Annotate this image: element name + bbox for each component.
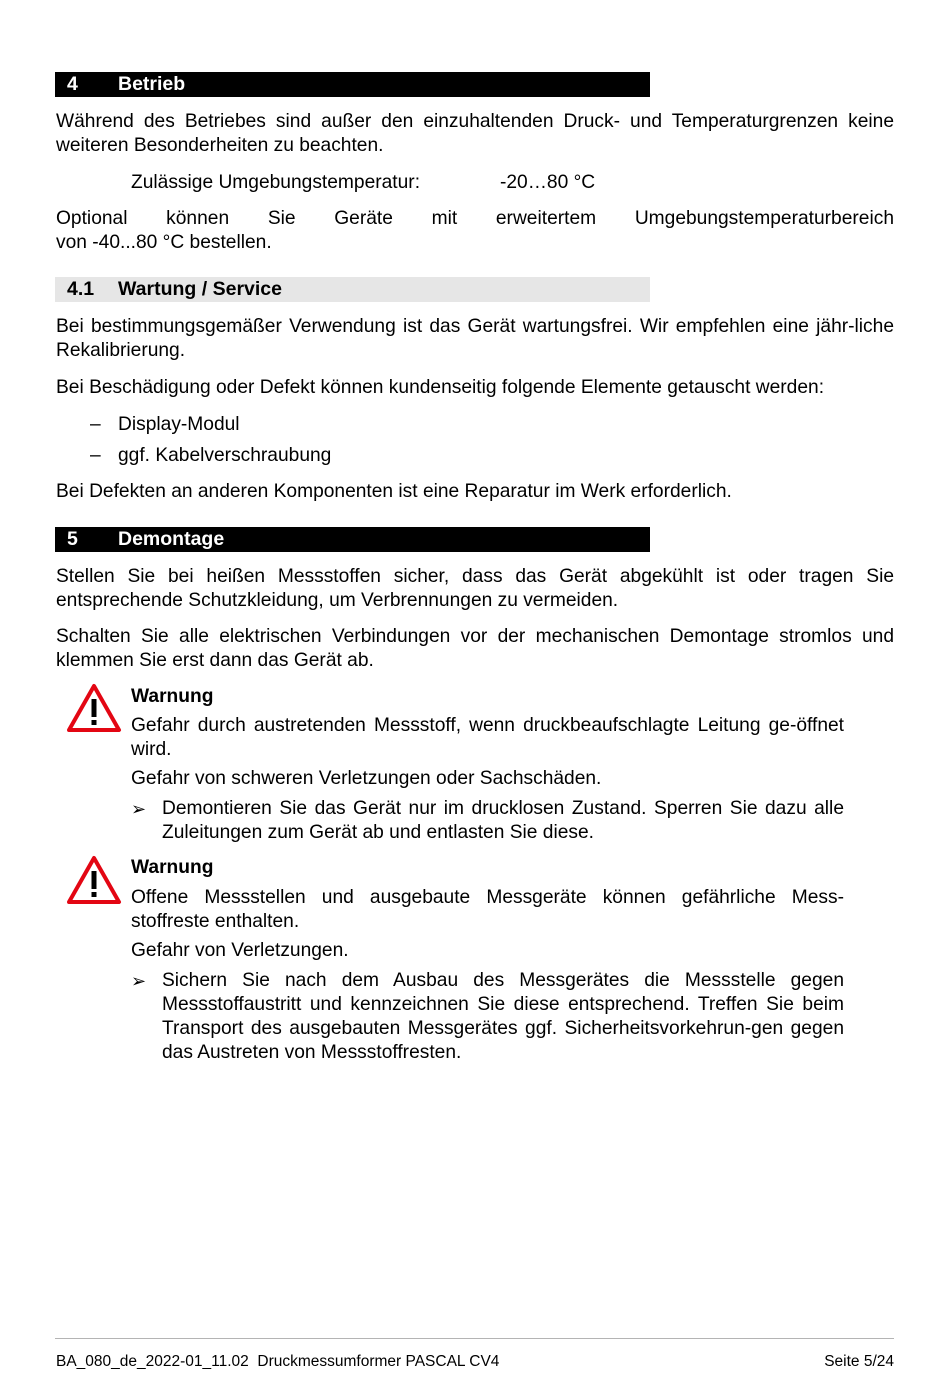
bullet-dash: –: [90, 414, 101, 435]
paragraph-optional-line2: von -40...80 °C bestellen.: [56, 232, 272, 253]
section-number: 4: [67, 73, 78, 95]
footer-document-id: BA_080_de_2022-01_11.02 Druckmessumformer PASCAL CV4: [56, 1353, 500, 1370]
warning-title: Warnung: [131, 857, 214, 878]
paragraph-maintenance: Bei bestimmungsgemäßer Verwendung ist das Gerät wartungsfrei. Wir empfehlen eine jähr-liche Rekalibrierung.: [56, 316, 894, 361]
arrowhead-bullet-icon: ➢: [131, 799, 147, 819]
section-title: Betrieb: [118, 73, 186, 95]
section-title: Demontage: [118, 528, 225, 550]
temperature-label: Zulässige Umgebungstemperatur:: [131, 172, 421, 193]
section-number: 5: [67, 528, 78, 550]
section-heading-4: [55, 72, 650, 97]
section-title: Wartung / Service: [118, 278, 282, 300]
paragraph-disconnect: Schalten Sie alle elektrischen Verbindungen vor der mechanischen Demontage stromlos und klemmen Sie erst dann das Gerät ab.: [56, 626, 894, 671]
warning-action: Demontieren Sie das Gerät nur im drucklosen Zustand. Sperren Sie dazu alle Zuleitungen zum Gerät ab und entlasten Sie diese.: [162, 798, 844, 843]
section-heading-4-1: [55, 277, 650, 302]
paragraph-repair: Bei Defekten an anderen Komponenten ist eine Reparatur im Werk erforderlich.: [56, 481, 732, 502]
temperature-value: -20…80 °C: [500, 172, 596, 193]
list-item: Display-Modul: [118, 414, 240, 435]
warning-text: Gefahr durch austretenden Messstoff, wenn druckbeaufschlagte Leitung ge-öffnet wird.: [131, 715, 844, 760]
paragraph-hot-media: Stellen Sie bei heißen Messstoffen sicher, dass das Gerät abgekühlt ist oder tragen Sie entsprechende Schutzkleidung, um Verbrennungen zu vermeiden.: [56, 566, 894, 611]
warning-consequence: Gefahr von schweren Verletzungen oder Sachschäden.: [131, 768, 602, 789]
section-heading-5: [55, 527, 650, 552]
section-number: 4.1: [67, 278, 95, 300]
footer-page-number: Seite 5/24: [824, 1353, 894, 1370]
warning-title: Warnung: [131, 686, 214, 707]
arrowhead-bullet-icon: ➢: [131, 971, 147, 991]
warning-triangle-icon: [66, 855, 122, 905]
footer-divider: [55, 1338, 894, 1339]
paragraph-optional-line1: Optional können Sie Geräte mit erweitertem Umgebungstemperaturbereich: [56, 208, 894, 229]
warning-text: Offene Messstellen und ausgebaute Messgeräte können gefährliche Mess-stoffreste enthalten.: [131, 887, 844, 932]
warning-triangle-icon: [66, 683, 122, 733]
bullet-dash: –: [90, 445, 101, 466]
paragraph-operation: Während des Betriebes sind außer den einzuhaltenden Druck- und Temperaturgrenzen keine weiteren Besonderheiten zu beachten.: [56, 111, 894, 156]
warning-action: Sichern Sie nach dem Ausbau des Messgerätes die Messstelle gegen Messstoffaustritt und kennzeichnen Sie diese entsprechend. Treffen Sie beim Transport des ausgebauten Messgerätes ggf. Sicherheitsvorkehrun-gen gegen das Austreten von Messstoffresten.: [162, 970, 844, 1063]
warning-consequence: Gefahr von Verletzungen.: [131, 940, 349, 961]
list-item: ggf. Kabelverschraubung: [118, 445, 332, 466]
paragraph-replaceable: Bei Beschädigung oder Defekt können kundenseitig folgende Elemente getauscht werden:: [56, 377, 825, 398]
